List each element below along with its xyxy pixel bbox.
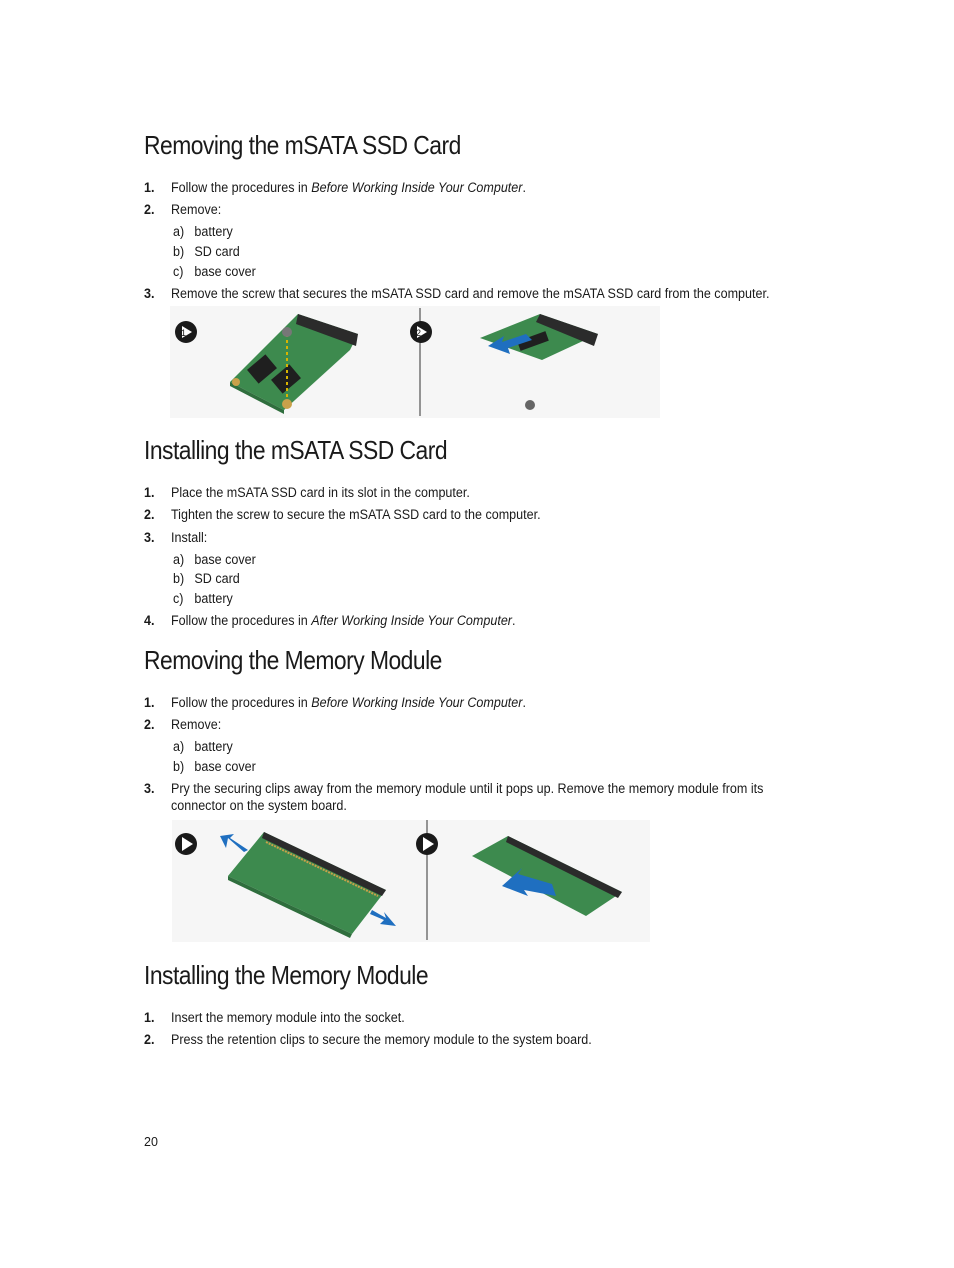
memory-removal-figure: [172, 820, 650, 942]
step-text: Follow the procedures in Before Working Inside Your Computer.: [170, 695, 526, 710]
step-text: Remove:: [170, 202, 222, 217]
step-text: Install:: [170, 530, 208, 545]
section-title-installing-memory: Installing the Memory Module: [144, 960, 429, 990]
section-title-removing-msata: Removing the mSATA SSD Card: [144, 130, 461, 160]
step-number: 3.: [144, 781, 155, 796]
msata-removal-figure: [170, 306, 660, 418]
step-text: Remove:: [170, 717, 222, 732]
step-number: 1.: [144, 695, 155, 710]
step-number: 2.: [144, 202, 155, 217]
callout-2-icon: [410, 321, 432, 343]
step-text: Press the retention clips to secure the memory module to the system board.: [170, 1032, 592, 1047]
play-icon: [175, 833, 197, 855]
step-text: Follow the procedures in Before Working Inside Your Computer.: [170, 180, 526, 195]
svg-text:1: 1: [181, 328, 187, 338]
section-title-installing-msata: Installing the mSATA SSD Card: [144, 435, 448, 465]
step-link-text: Before Working Inside Your Computer: [311, 180, 523, 195]
manual-page: Removing the mSATA SSD Card 1. Follow the procedures in Before Working Inside Your Computer. 2. Remove: a) battery b) SD card c) base cover 3. Remove the screw that secures the mSATA SSD card and remove the mSATA SSD card from the computer. 1 2 Installing the mSATA SSD Card 1. Place the mSATA SSD card in its slot in the computer. 2. Tighten the screw to secure the mSATA SSD card to the computer. 3. Install: a) base cover b) SD card c) battery 4. Follow the procedures in After Working Inside Your Computer. Removing the Memory Module 1. Follow the procedures in Before Working Inside Your Computer. 2. Remove: a) battery b) base cover 3. Pry the securing clips away from the memory module until it pops up. Remove the memory module from its connector on the system board. Installing the Memory Module 1. Insert the memory module into the socket. 2. Press the retention clips to secure the memory module to the system board. 20: [144, 130, 770, 1149]
step-number: 4.: [144, 613, 155, 628]
step-text: Place the mSATA SSD card in its slot in the computer.: [170, 485, 470, 500]
step-number: 1.: [144, 485, 155, 500]
step-text: Follow the procedures in After Working Inside Your Computer.: [170, 613, 516, 628]
step-number: 3.: [144, 286, 155, 301]
step-text: Pry the securing clips away from the memory module until it pops up. Remove the memory module from its: [170, 781, 764, 796]
step-text: connector on the system board.: [170, 798, 347, 813]
step-link-text: After Working Inside Your Computer: [311, 613, 512, 628]
step-text: Tighten the screw to secure the mSATA SSD card to the computer.: [170, 507, 541, 522]
page-number: 20: [144, 1135, 158, 1149]
step-number: 2.: [144, 507, 155, 522]
section-title-removing-memory: Removing the Memory Module: [144, 645, 442, 675]
step-number: 3.: [144, 530, 155, 545]
step-link-text: Before Working Inside Your Computer: [311, 695, 523, 710]
play-icon: [416, 833, 438, 855]
step-text: Insert the memory module into the socket.: [170, 1010, 405, 1025]
step-number: 2.: [144, 1032, 155, 1047]
step-number: 1.: [144, 1010, 155, 1025]
svg-text:2: 2: [416, 328, 422, 338]
step-number: 2.: [144, 717, 155, 732]
step-text: Remove the screw that secures the mSATA SSD card and remove the mSATA SSD card from the computer.: [170, 286, 770, 301]
callout-1-icon: [175, 321, 197, 343]
step-number: 1.: [144, 180, 155, 195]
